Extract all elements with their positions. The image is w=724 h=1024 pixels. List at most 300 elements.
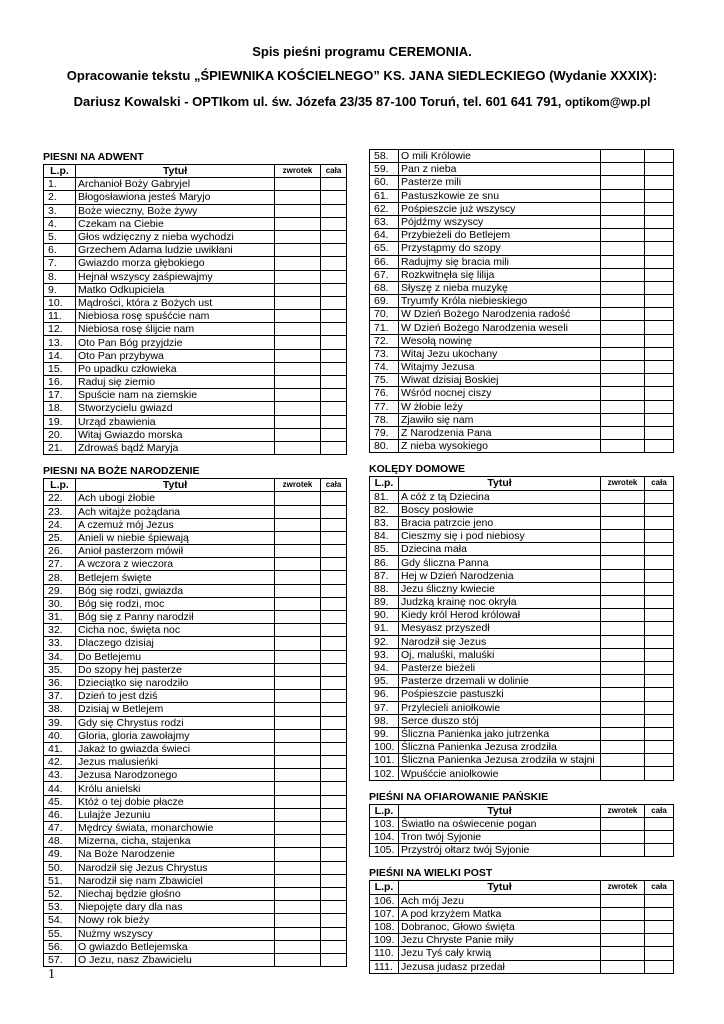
verses-cell — [601, 907, 645, 920]
song-title: Z Narodzenia Pana — [399, 426, 601, 439]
full-cell — [645, 714, 674, 727]
song-number: 36. — [44, 676, 76, 689]
full-cell — [645, 701, 674, 714]
verses-cell — [601, 255, 645, 268]
table-row — [370, 701, 674, 714]
full-cell — [321, 584, 347, 597]
song-title: Po upadku człowieka — [76, 362, 275, 375]
full-cell — [321, 441, 347, 454]
song-title: Boże wieczny, Boże żywy — [76, 204, 275, 217]
song-title: Przybieżeli do Betlejem — [399, 229, 601, 242]
song-number: 12. — [44, 323, 76, 336]
song-title: Pasterze drzemali w dolinie — [399, 675, 601, 688]
verses-cell — [601, 596, 645, 609]
full-cell — [321, 624, 347, 637]
song-title: Nowy rok bieży — [76, 914, 275, 927]
table-row — [44, 597, 347, 610]
table-row — [44, 584, 347, 597]
verses-cell — [601, 569, 645, 582]
verses-cell — [601, 503, 645, 516]
verses-cell — [601, 635, 645, 648]
song-number: 29. — [44, 584, 76, 597]
song-number: 90. — [370, 609, 399, 622]
full-cell — [645, 490, 674, 503]
song-number: 51. — [44, 874, 76, 887]
song-number: 43. — [44, 769, 76, 782]
song-number: 11. — [44, 310, 76, 323]
full-cell — [321, 505, 347, 518]
song-number: 46. — [44, 808, 76, 821]
song-number: 25. — [44, 531, 76, 544]
table-row — [44, 349, 347, 362]
song-title: Wśród nocnej ciszy — [399, 387, 601, 400]
song-number: 4. — [44, 217, 76, 230]
verses-cell — [601, 334, 645, 347]
song-title: Jakaż to gwiazda świeci — [76, 742, 275, 755]
song-number: 70. — [370, 308, 399, 321]
lp-header: L.p. — [44, 479, 76, 492]
table-row — [370, 490, 674, 503]
table-header-row — [44, 479, 347, 492]
song-title: Jezusa judasz przedał — [399, 960, 601, 973]
song-number: 103. — [370, 817, 399, 830]
song-title: Do szopy hej pasterze — [76, 663, 275, 676]
full-cell — [645, 215, 674, 228]
song-number: 96. — [370, 688, 399, 701]
full-cell — [321, 756, 347, 769]
table-row — [44, 217, 347, 230]
song-number: 78. — [370, 413, 399, 426]
full-cell — [321, 545, 347, 558]
song-title: Jezusa Narodzonego — [76, 769, 275, 782]
song-number: 31. — [44, 611, 76, 624]
section-title: PIEŚNI NA OFIAROWANIE PAŃSKIE — [369, 790, 549, 803]
song-number: 8. — [44, 270, 76, 283]
song-number: 37. — [44, 690, 76, 703]
subtitle-source: Opracowanie tekstu „ŚPIEWNIKA KOŚCIELNEGO” KS. JANA SIEDLECKIEGO (Wydanie XXXIX): — [66, 68, 658, 83]
full-cell — [645, 281, 674, 294]
verses-cell — [275, 835, 321, 848]
table-header-row — [44, 165, 347, 178]
table-row — [44, 230, 347, 243]
table-row — [44, 637, 347, 650]
song-title: Wpuśćcie aniołkowie — [399, 767, 601, 780]
song-title: Tron twój Syjonie — [399, 831, 601, 844]
song-table — [369, 880, 674, 973]
verses-cell — [275, 376, 321, 389]
verses-cell — [601, 648, 645, 661]
verses-cell — [275, 505, 321, 518]
song-number: 63. — [370, 215, 399, 228]
verses-cell — [275, 531, 321, 544]
table-row — [44, 703, 347, 716]
song-number: 101. — [370, 754, 399, 767]
song-title: Jezu śliczny kwiecie — [399, 582, 601, 595]
song-title: O gwiazdo Betlejemska — [76, 940, 275, 953]
song-number: 16. — [44, 376, 76, 389]
title-header: Tytuł — [76, 479, 275, 492]
verses-cell — [275, 558, 321, 571]
verses-cell — [275, 349, 321, 362]
table-row — [370, 934, 674, 947]
verses-cell — [275, 848, 321, 861]
song-title: Głos wdzięczny z nieba wychodzi — [76, 230, 275, 243]
song-title: Bóg się rodzi, moc — [76, 597, 275, 610]
table-row — [370, 440, 674, 453]
song-number: 57. — [44, 953, 76, 966]
table-row — [44, 178, 347, 191]
title-header: Tytuł — [399, 804, 601, 817]
song-title: Ach mój Jezu — [399, 894, 601, 907]
verses-cell — [275, 769, 321, 782]
table-row — [44, 663, 347, 676]
song-number: 23. — [44, 505, 76, 518]
full-cell — [645, 176, 674, 189]
verses-cell — [275, 402, 321, 415]
song-number: 107. — [370, 907, 399, 920]
verses-cell — [275, 729, 321, 742]
section-gap — [369, 781, 674, 789]
song-title: Gdy się Chrystus rodzi — [76, 716, 275, 729]
verses-cell — [601, 295, 645, 308]
verses-cell — [601, 426, 645, 439]
full-cell — [321, 323, 347, 336]
full-cell — [645, 387, 674, 400]
song-title: Lulajże Jezuniu — [76, 808, 275, 821]
table-row — [370, 817, 674, 830]
song-number: 87. — [370, 569, 399, 582]
full-cell — [645, 374, 674, 387]
table-row — [370, 947, 674, 960]
verses-cell — [601, 714, 645, 727]
verses-cell — [275, 874, 321, 887]
full-cell — [321, 217, 347, 230]
table-row — [370, 960, 674, 973]
section-gap — [369, 453, 674, 461]
lp-header: L.p. — [370, 804, 399, 817]
table-row — [370, 426, 674, 439]
song-number: 65. — [370, 242, 399, 255]
song-title: Gloria, gloria zawołajmy — [76, 729, 275, 742]
full-cell — [645, 947, 674, 960]
verses-cell — [275, 217, 321, 230]
full-cell — [645, 556, 674, 569]
song-title: Narodził się Jezus Chrystus — [76, 861, 275, 874]
full-cell — [321, 637, 347, 650]
full-cell — [645, 741, 674, 754]
song-number: 95. — [370, 675, 399, 688]
song-number: 10. — [44, 296, 76, 309]
verses-cell — [601, 675, 645, 688]
song-title: O mili Królowie — [399, 150, 601, 163]
verses-cell — [601, 831, 645, 844]
full-cell — [645, 582, 674, 595]
song-number: 33. — [44, 637, 76, 650]
full-cell — [645, 426, 674, 439]
song-title: A cóż z tą Dziecina — [399, 490, 601, 503]
verses-cell — [275, 756, 321, 769]
table-row — [370, 635, 674, 648]
full-cell — [645, 907, 674, 920]
song-title: Dzieciątko się narodziło — [76, 676, 275, 689]
song-number: 80. — [370, 440, 399, 453]
full-cell — [321, 415, 347, 428]
verses-cell — [601, 920, 645, 933]
section-title: PIEŚNI NA WIELKI POST — [369, 867, 493, 880]
full-cell — [645, 229, 674, 242]
table-row — [370, 920, 674, 933]
song-number: 71. — [370, 321, 399, 334]
table-row — [370, 255, 674, 268]
verses-cell — [275, 545, 321, 558]
table-row — [44, 270, 347, 283]
table-row — [44, 244, 347, 257]
table-row — [44, 389, 347, 402]
full-cell — [321, 178, 347, 191]
song-number: 18. — [44, 402, 76, 415]
verses-cell — [601, 215, 645, 228]
lp-header: L.p. — [370, 477, 399, 490]
song-number: 69. — [370, 295, 399, 308]
song-number: 35. — [44, 663, 76, 676]
song-number: 93. — [370, 648, 399, 661]
verses-cell — [601, 960, 645, 973]
table-row — [44, 428, 347, 441]
song-number: 45. — [44, 795, 76, 808]
table-row — [44, 283, 347, 296]
table-row — [370, 727, 674, 740]
full-cell — [321, 492, 347, 505]
song-number: 55. — [44, 927, 76, 940]
table-row — [370, 176, 674, 189]
full-cell — [645, 934, 674, 947]
verses-cell — [601, 202, 645, 215]
full-cell — [321, 428, 347, 441]
song-title: Jezu Tyś cały krwią — [399, 947, 601, 960]
table-row — [44, 204, 347, 217]
verses-cell — [601, 281, 645, 294]
table-row — [370, 413, 674, 426]
table-row — [370, 189, 674, 202]
verses-header: zwrotek — [601, 804, 645, 817]
song-title: Judzką krainę noc okryła — [399, 596, 601, 609]
table-row — [44, 650, 347, 663]
table-row — [44, 336, 347, 349]
song-title: Bracia patrzcie jeno — [399, 516, 601, 529]
song-title: Czekam na Ciebie — [76, 217, 275, 230]
verses-cell — [275, 257, 321, 270]
full-header: cała — [645, 477, 674, 490]
song-number: 38. — [44, 703, 76, 716]
table-row — [44, 441, 347, 454]
full-cell — [321, 244, 347, 257]
verses-cell — [275, 624, 321, 637]
verses-cell — [601, 242, 645, 255]
song-number: 3. — [44, 204, 76, 217]
full-cell — [321, 874, 347, 887]
song-title: Witaj Jezu ukochany — [399, 347, 601, 360]
table-row — [44, 769, 347, 782]
full-cell — [321, 914, 347, 927]
song-number: 104. — [370, 831, 399, 844]
song-title: Mędrcy świata, monarchowie — [76, 822, 275, 835]
song-title: Oj, maluśki, maluśki — [399, 648, 601, 661]
song-number: 110. — [370, 947, 399, 960]
song-title: Anieli w niebie śpiewają — [76, 531, 275, 544]
full-cell — [645, 503, 674, 516]
verses-cell — [275, 492, 321, 505]
table-row — [44, 782, 347, 795]
song-title: Do Betlejemu — [76, 650, 275, 663]
verses-cell — [275, 178, 321, 191]
table-row — [370, 268, 674, 281]
verses-cell — [275, 742, 321, 755]
full-cell — [645, 189, 674, 202]
full-cell — [321, 848, 347, 861]
table-row — [44, 861, 347, 874]
table-row — [44, 402, 347, 415]
verses-cell — [275, 283, 321, 296]
table-row — [370, 675, 674, 688]
song-number: 6. — [44, 244, 76, 257]
verses-header: zwrotek — [601, 477, 645, 490]
full-cell — [645, 661, 674, 674]
song-table — [369, 149, 674, 453]
song-title: W żłobie leży — [399, 400, 601, 413]
page-title: Spis pieśni programu CEREMONIA. — [252, 44, 472, 59]
song-number: 32. — [44, 624, 76, 637]
verses-cell — [601, 490, 645, 503]
song-title: Archanioł Boży Gabryjel — [76, 178, 275, 191]
song-number: 14. — [44, 349, 76, 362]
full-cell — [321, 362, 347, 375]
table-row — [370, 387, 674, 400]
song-number: 19. — [44, 415, 76, 428]
table-row — [44, 191, 347, 204]
verses-cell — [275, 663, 321, 676]
page-number: 1 — [48, 967, 55, 982]
full-cell — [645, 334, 674, 347]
song-number: 85. — [370, 543, 399, 556]
song-title: Hej w Dzień Narodzenia — [399, 569, 601, 582]
author-contact — [0, 94, 724, 109]
song-title: Dziecina mała — [399, 543, 601, 556]
song-title: Nużmy wszyscy — [76, 927, 275, 940]
song-number: 94. — [370, 661, 399, 674]
verses-cell — [275, 230, 321, 243]
song-number: 24. — [44, 518, 76, 531]
full-cell — [645, 295, 674, 308]
lp-header: L.p. — [44, 165, 76, 178]
verses-cell — [601, 754, 645, 767]
verses-cell — [601, 347, 645, 360]
full-cell — [321, 257, 347, 270]
full-cell — [321, 716, 347, 729]
table-header-row — [370, 881, 674, 894]
song-title: Zjawiło się nam — [399, 413, 601, 426]
table-row — [44, 901, 347, 914]
full-cell — [645, 268, 674, 281]
table-row — [370, 767, 674, 780]
song-number: 48. — [44, 835, 76, 848]
verses-cell — [601, 844, 645, 857]
song-number: 40. — [44, 729, 76, 742]
song-title: Oto Pan przybywa — [76, 349, 275, 362]
table-row — [44, 296, 347, 309]
verses-cell — [601, 767, 645, 780]
verses-cell — [275, 310, 321, 323]
table-row — [370, 622, 674, 635]
verses-cell — [275, 914, 321, 927]
full-cell — [645, 727, 674, 740]
verses-cell — [601, 543, 645, 556]
song-number: 75. — [370, 374, 399, 387]
table-row — [44, 558, 347, 571]
full-cell — [321, 336, 347, 349]
full-cell — [645, 648, 674, 661]
full-cell — [645, 308, 674, 321]
full-cell — [321, 663, 347, 676]
table-row — [44, 545, 347, 558]
table-row — [370, 754, 674, 767]
song-title: Pasterze mili — [399, 176, 601, 189]
table-row — [44, 415, 347, 428]
section-gap — [369, 857, 674, 865]
verses-cell — [601, 609, 645, 622]
song-number: 58. — [370, 150, 399, 163]
song-title: Królu anielski — [76, 782, 275, 795]
full-cell — [321, 676, 347, 689]
full-cell — [321, 270, 347, 283]
table-row — [44, 531, 347, 544]
full-cell — [645, 255, 674, 268]
full-cell — [645, 817, 674, 830]
table-row — [370, 361, 674, 374]
full-cell — [645, 530, 674, 543]
song-title: Śliczna Panienka jako jutrzenka — [399, 727, 601, 740]
full-cell — [645, 831, 674, 844]
verses-cell — [275, 389, 321, 402]
song-number: 17. — [44, 389, 76, 402]
song-number: 88. — [370, 582, 399, 595]
full-cell — [321, 901, 347, 914]
song-title: Wiwat dzisiaj Boskiej — [399, 374, 601, 387]
verses-cell — [275, 584, 321, 597]
table-row — [370, 150, 674, 163]
title-header: Tytuł — [76, 165, 275, 178]
song-title: Pośpieszcie już wszyscy — [399, 202, 601, 215]
song-title: Gwiazdo morza głębokiego — [76, 257, 275, 270]
song-number: 20. — [44, 428, 76, 441]
song-number: 81. — [370, 490, 399, 503]
table-header-row — [370, 804, 674, 817]
table-row — [370, 334, 674, 347]
song-number: 5. — [44, 230, 76, 243]
table-row — [44, 492, 347, 505]
song-title: A pod krzyżem Matka — [399, 907, 601, 920]
song-title: Matko Odkupiciela — [76, 283, 275, 296]
song-title: Zdrowaś bądź Maryja — [76, 441, 275, 454]
song-title: Przylecieli aniołkowie — [399, 701, 601, 714]
song-title: Mądrości, która z Bożych ust — [76, 296, 275, 309]
table-row — [44, 822, 347, 835]
verses-cell — [275, 571, 321, 584]
song-number: 108. — [370, 920, 399, 933]
song-title: Bóg się rodzi, gwiazda — [76, 584, 275, 597]
verses-cell — [275, 362, 321, 375]
full-cell — [321, 402, 347, 415]
table-row — [370, 202, 674, 215]
